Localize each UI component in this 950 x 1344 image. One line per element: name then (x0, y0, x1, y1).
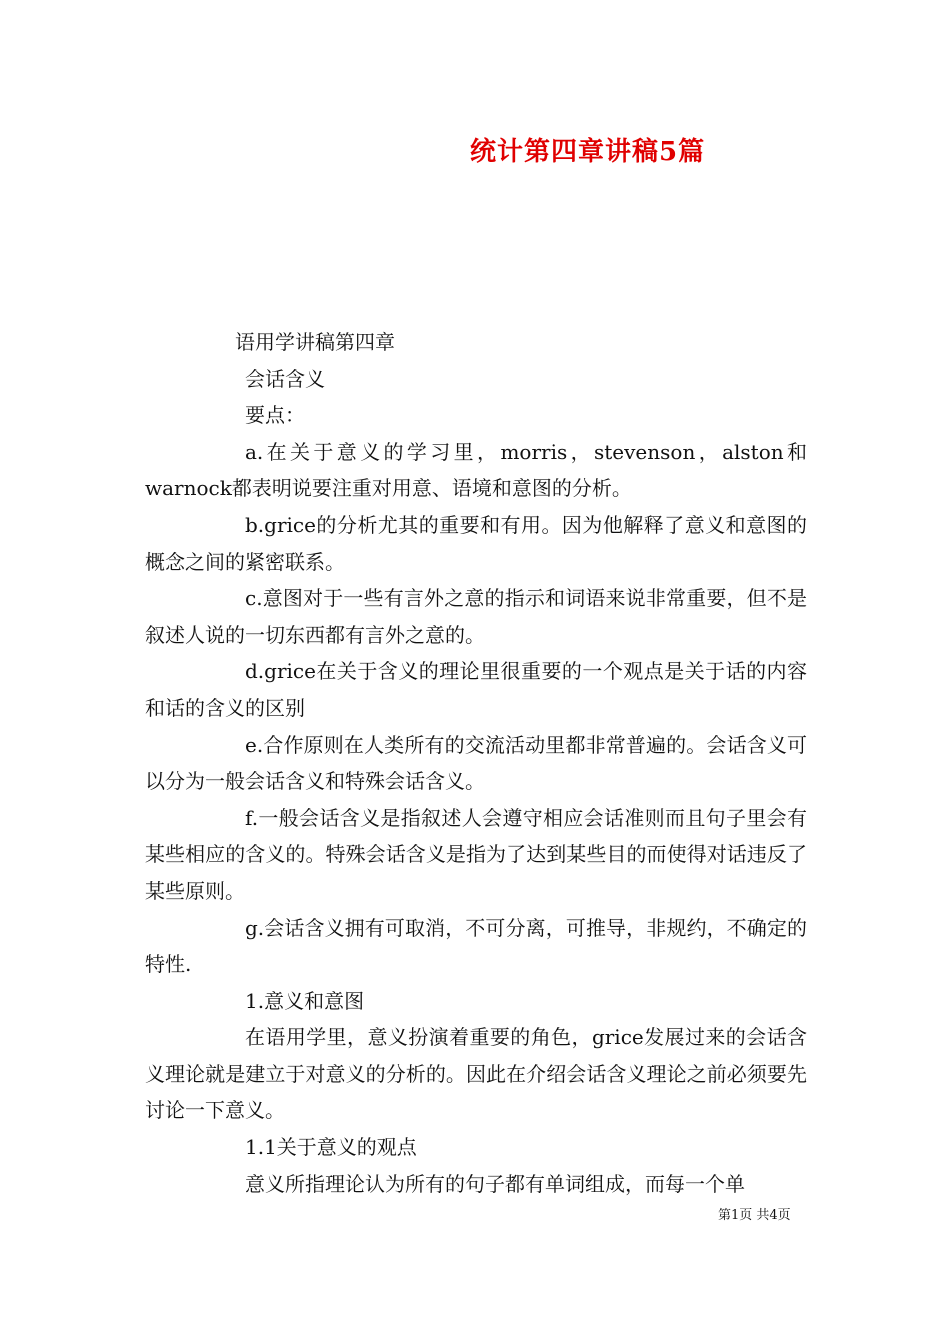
chapter-heading: 语用学讲稿第四章 (235, 330, 395, 354)
key-point-d: d.grice在关于含义的理论里很重要的一个观点是关于话的内容和话的含义的区别 (145, 659, 807, 720)
document-title: 统计第四章讲稿5篇 (470, 137, 706, 167)
subsection-heading-1: 1.意义和意图 (245, 988, 365, 1013)
key-point-a: a.在关于意义的学习里，morris，stevenson，alston和warnock都表明说要注重对用意、语境和意图的分析。 (145, 439, 807, 501)
key-point-f: f.一般会话含义是指叙述人会遵守相应会话准则而且句子里会有某些相应的含义的。特殊会话含义是指为了达到某些目的而使得对话违反了某些原则。 (145, 805, 807, 903)
key-points-label: 要点： (245, 403, 305, 428)
key-point-g: g.会话含义拥有可取消，不可分离，可推导，非规约，不确定的特性. (145, 915, 807, 977)
key-point-e: e.合作原则在人类所有的交流活动里都非常普遍的。会话含义可以分为一般会话含义和特殊会话含义。 (145, 732, 807, 794)
subsection-1-1-paragraph: 意义所指理论认为所有的句子都有单词组成，而每一个单 (245, 1171, 745, 1196)
key-point-b: b.grice的分析尤其的重要和有用。因为他解释了意义和意图的概念之间的紧密联系。 (145, 512, 807, 574)
document-body (145, 324, 807, 1202)
key-point-c: c.意图对于一些有言外之意的指示和词语来说非常重要，但不是叙述人说的一切东西都有言外之意的。 (145, 586, 807, 647)
subsection-1-paragraph: 在语用学里，意义扮演着重要的角色，grice发展过来的会话含义理论就是建立于对意义的分析的。因此在介绍会话含义理论之前必须要先讨论一下意义。 (145, 1025, 807, 1123)
subsection-heading-1-1: 1.1关于意义的观点 (245, 1135, 417, 1160)
page-number-footer: 第1页 共4页 (718, 1208, 791, 1223)
section-heading: 会话含义 (245, 366, 325, 391)
